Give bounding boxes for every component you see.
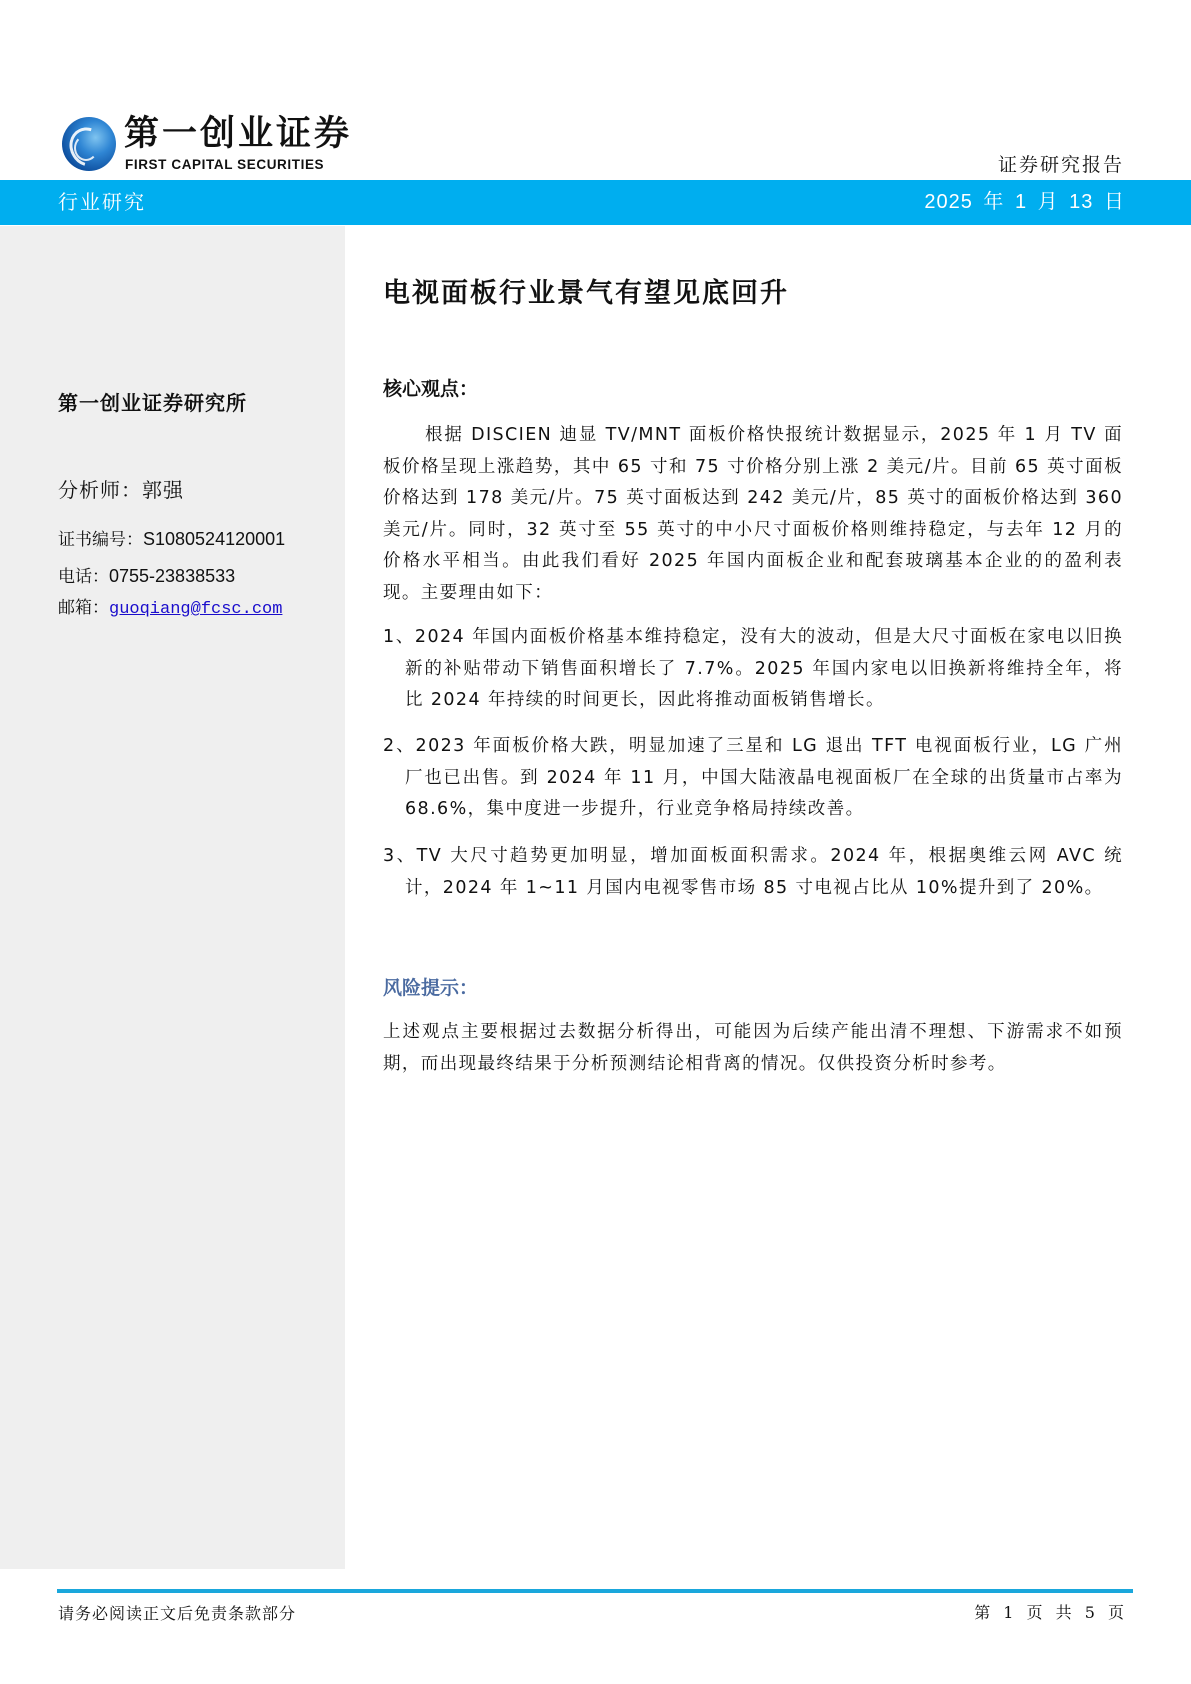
page-number: 第 1 页 共 5 页 <box>974 1603 1125 1622</box>
email <box>58 597 282 621</box>
analyst-label: 分析师： <box>58 478 142 502</box>
footer-divider <box>57 1589 1133 1593</box>
phone-label: 电话： <box>58 567 109 587</box>
logo-swoosh <box>74 135 98 161</box>
certificate-number <box>58 528 285 551</box>
sidebar <box>0 226 345 1569</box>
footer-disclaimer: 请务必阅读正文后免责条款部分 <box>58 1604 297 1623</box>
reason-item-2: 2、2023 年面板价格大跌，明显加速了三星和 LG 退出 TFT 电视面板行业，LG 广州厂也已出售。到 2024 年 11 月，中国大陆液晶电视面板厂在全球的出货量市占率为 68.6%，集中度进一步提升，行业竞争格局持续改善。 <box>383 736 1123 820</box>
institute-name: 第一创业证券研究所 <box>58 391 247 415</box>
reason-item-3: 3、TV 大尺寸趋势更加明显，增加面板面积需求。2024 年，根据奥维云网 AVC 统计，2024 年 1~11 月国内电视零售市场 85 寸电视占比从 10%提升到了 20%。 <box>383 846 1123 898</box>
report-date: 2025 年 1 月 13 日 <box>924 191 1125 213</box>
cert-value: S1080524120001 <box>143 529 286 549</box>
email-link[interactable]: guoqiang@fcsc.com <box>109 600 283 619</box>
phone <box>58 565 235 588</box>
report-category: 行业研究 <box>58 190 146 214</box>
report-title: 电视面板行业景气有望见底回升 <box>383 278 789 309</box>
phone-value: 0755-23838533 <box>109 566 236 586</box>
analyst-name: 郭强 <box>142 478 184 502</box>
core-view-paragraph: 根据 DISCIEN 迪显 TV/MNT 面板价格快报统计数据显示，2025 年 1 月 TV 面板价格呈现上涨趋势，其中 65 寸和 75 寸价格分别上涨 2 美元/片。目前 65 英寸面板价格达到 178 美元/片。75 英寸面板达到 242 美元/片，85 英寸的面板价格达到 360 美元/片。同时，32 英寸至 55 英寸的中小尺寸面板价格则维持稳定，与去年 12 月的价格水平相当。由此我们看好 2025 年国内面板企业和配套玻璃基本企业的的盈利表现。主要理由如下： <box>383 425 1123 603</box>
cert-label: 证书编号： <box>58 530 143 550</box>
reason-item-1: 1、2024 年国内面板价格基本维持稳定，没有大的波动，但是大尺寸面板在家电以旧换新的补贴带动下销售面积增长了 7.7%。2025 年国内家电以旧换新将维持全年，将比 2024 年持续的时间更长，因此将推动面板销售增长。 <box>383 627 1123 711</box>
core-view-heading: 核心观点： <box>383 378 479 400</box>
risk-paragraph: 上述观点主要根据过去数据分析得出，可能因为后续产能出清不理想、下游需求不如预期，而出现最终结果于分析预测结论相背离的情况。仅供投资分析时参考。 <box>383 1022 1123 1074</box>
logo-name-cn: 第一创业证券 <box>124 113 353 154</box>
logo-globe-icon <box>62 117 116 171</box>
risk-heading: 风险提示： <box>383 977 479 999</box>
email-label: 邮箱： <box>58 598 109 618</box>
document-type: 证券研究报告 <box>997 154 1124 176</box>
analyst <box>58 477 184 503</box>
logo-name-en: FIRST CAPITAL SECURITIES <box>125 157 325 172</box>
